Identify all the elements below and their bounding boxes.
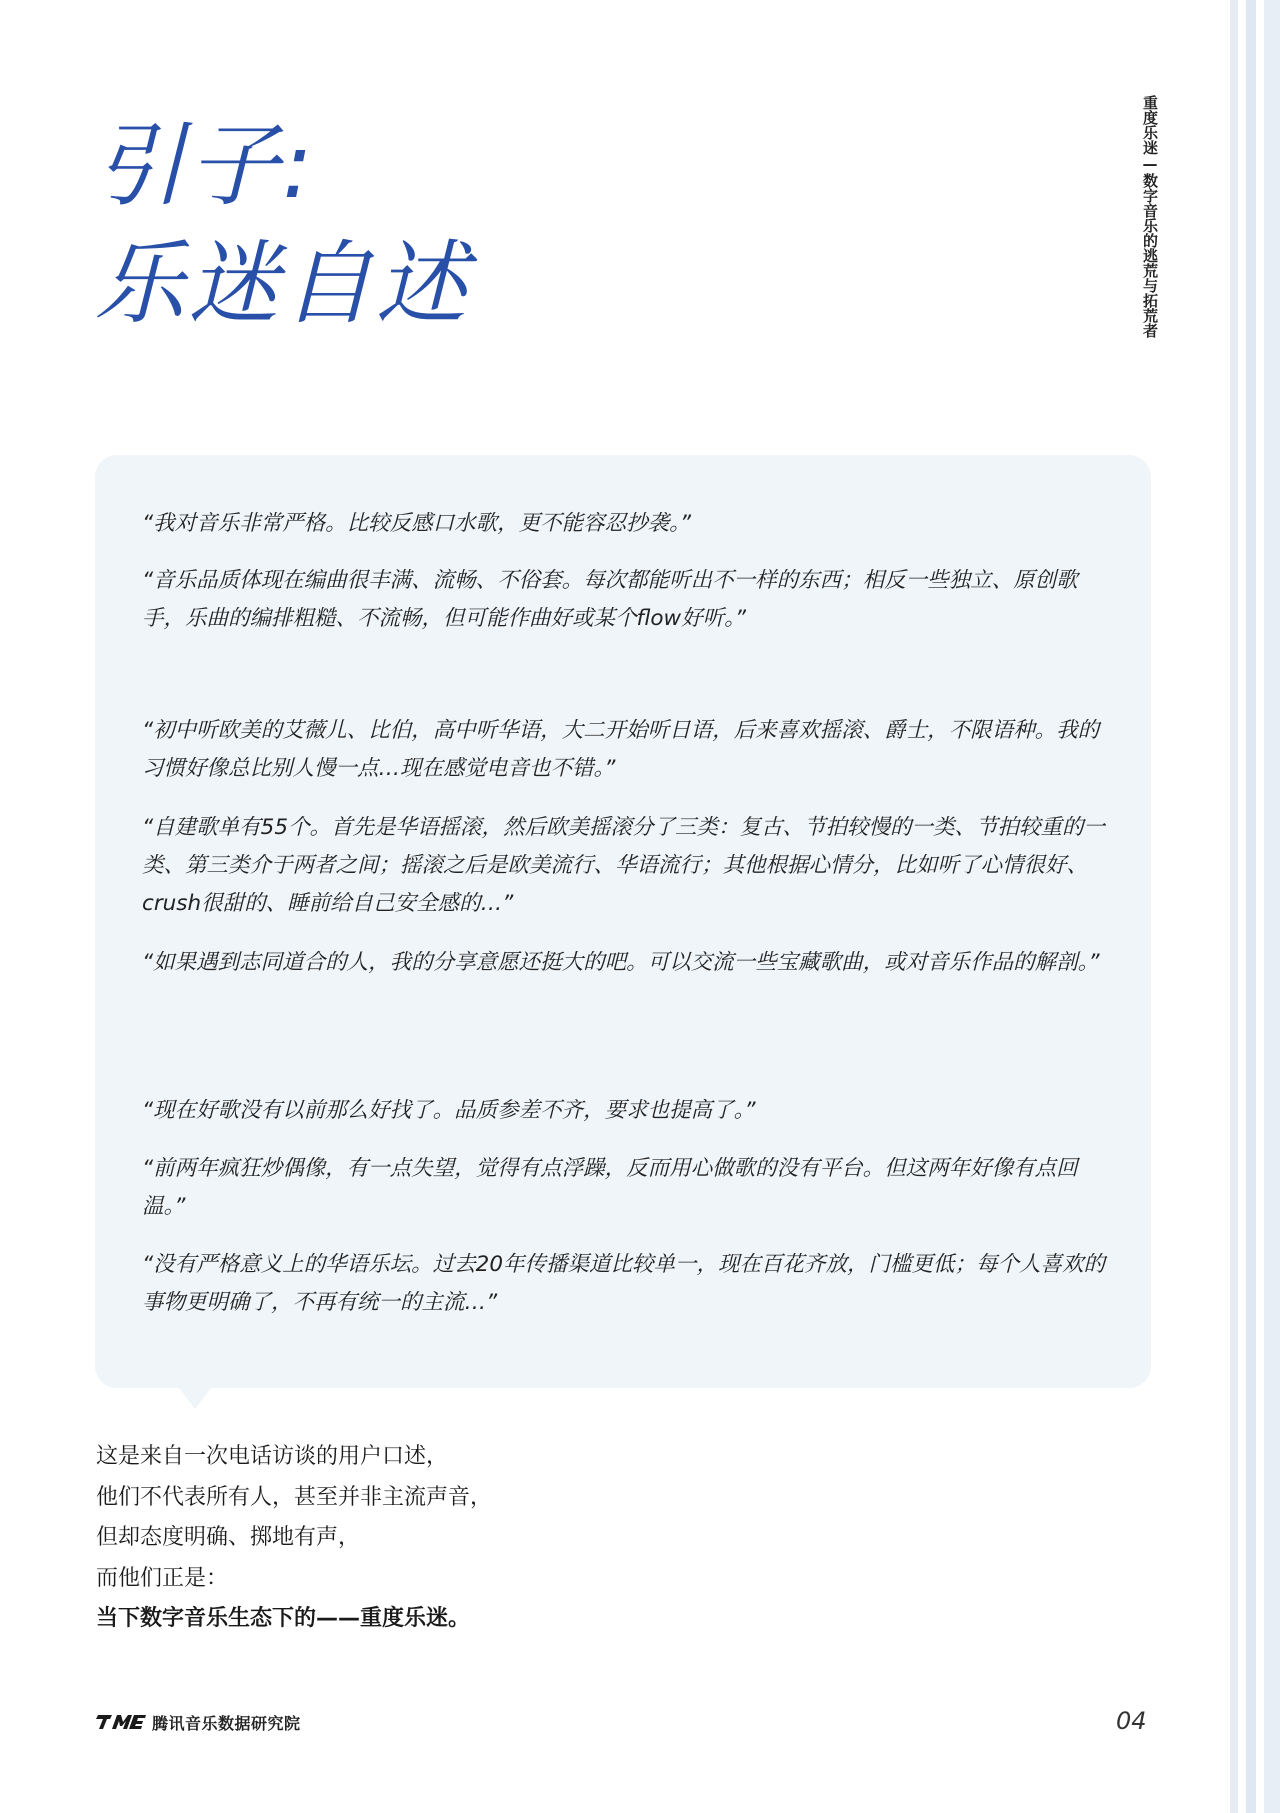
page-title-line-1: 引子: [94,114,316,219]
closing-line-1: 这是来自一次电话访谈的用户口述， [96,1444,449,1469]
page-edge-stripes [1226,0,1280,1813]
closing-line-2: 他们不代表所有人，甚至并非主流声音， [96,1484,493,1510]
quote-bubble-tail [178,1387,212,1409]
closing-emphasis: 当下数字音乐生态下的——重度乐迷。 [96,1606,471,1631]
quote-4: “自建歌单有55个。首先是华语摇滚，然后欧美摇滚分了三类：复古、节拍较慢的一类、节拍较重的一类、第三类介于两者之间；摇滚之后是欧美流行、华语流行；其他根据心情分，比如听了心情很好、crush很甜的、睡前给自己安全感的…” [142,815,1106,916]
closing-line-4: 而他们正是： [96,1565,229,1591]
page-title-line-2: 乐迷自述 [94,232,471,337]
quote-2: “音乐品质体现在编曲很丰满、流畅、不俗套。每次都能听出不一样的东西；相反一些独立、原创歌手，乐曲的编排粗糙、不流畅，但可能作曲好或某个flow好听。” [142,568,1078,631]
page-title [94,108,470,344]
footer-org-name: 腾讯音乐数据研究院 [152,1713,301,1733]
closing-statement [96,1437,796,1640]
tme-logo-icon [96,1713,146,1731]
quote-3: “初中听欧美的艾薇儿、比伯，高中听华语，大二开始听日语，后来喜欢摇滚、爵士，不限语种。我的习惯好像总比别人慢一点…现在感觉电音也不错。” [142,718,1100,781]
closing-line-3: 但却态度明确、掷地有声， [96,1525,361,1550]
page-number: 04 [1116,1707,1147,1735]
quote-6: “现在好歌没有以前那么好找了。品质参差不齐，要求也提高了。” [142,1098,756,1123]
quote-5: “如果遇到志同道合的人，我的分享意愿还挺大的吧。可以交流一些宝藏歌曲，或对音乐作品的解剖。” [142,950,1100,975]
side-running-title: 重度乐迷—数字音乐的逃荒与拓荒者 [1141,95,1159,338]
quote-8: “没有严格意义上的华语乐坛。过去20年传播渠道比较单一，现在百花齐放，门槛更低；每个人喜欢的事物更明确了，不再有统一的主流…” [142,1252,1106,1315]
footer-branding [96,1710,301,1734]
quote-1: “我对音乐非常严格。比较反感口水歌，更不能容忍抄袭。” [142,511,692,536]
quote-7: “前两年疯狂炒偶像，有一点失望，觉得有点浮躁，反而用心做歌的没有平台。但这两年好像有点回温。” [142,1156,1078,1219]
